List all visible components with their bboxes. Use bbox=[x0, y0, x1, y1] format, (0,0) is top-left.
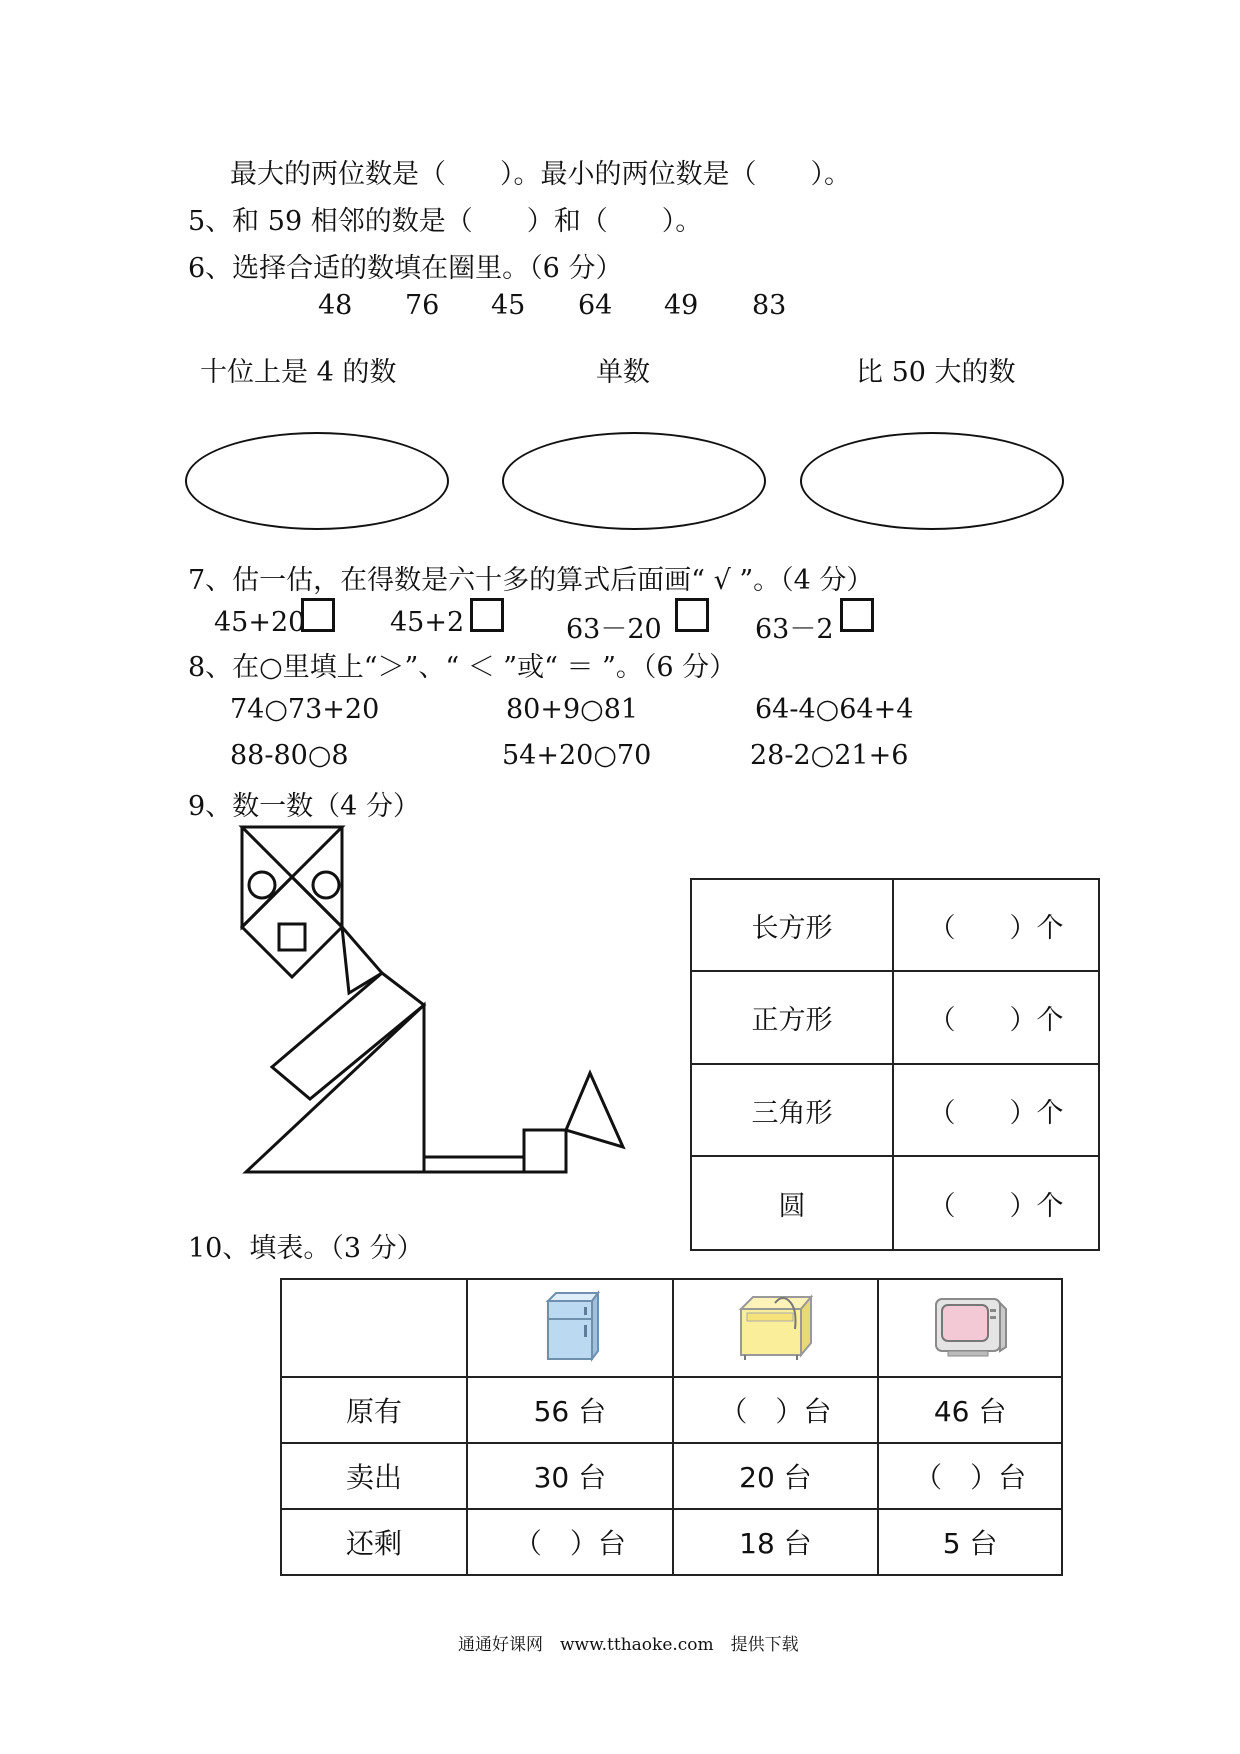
shape-name: 三角形 bbox=[691, 1064, 893, 1156]
row-label: 原有 bbox=[281, 1377, 467, 1443]
q6-category-label: 十位上是 4 的数 bbox=[200, 357, 397, 388]
eye-circle bbox=[249, 872, 275, 898]
table-cell: 56 台 bbox=[467, 1377, 673, 1443]
q6-number: 83 bbox=[752, 290, 787, 321]
question-8-title: 8、在○里填上“＞”、“ ＜ ”或“ ＝ ”。（6 分） bbox=[188, 652, 737, 683]
table-cell: 30 台 bbox=[467, 1443, 673, 1509]
q7-expression: 63－20 bbox=[566, 614, 662, 645]
q7-checkbox[interactable] bbox=[840, 598, 874, 632]
question-4-continuation: 最大的两位数是（ ）。最小的两位数是（ ）。 bbox=[230, 159, 851, 190]
q8-expression: 54+20○70 bbox=[502, 740, 652, 771]
appliance-table bbox=[280, 1278, 1063, 1576]
q6-category-label: 单数 bbox=[596, 357, 650, 388]
table-row bbox=[281, 1509, 1062, 1575]
tv-cell bbox=[878, 1279, 1062, 1377]
empty-corner-cell bbox=[281, 1279, 467, 1377]
fox-shapes-figure bbox=[230, 815, 670, 1185]
count-answer[interactable]: （ ）个 bbox=[893, 1064, 1099, 1156]
q8-expression: 80+9○81 bbox=[506, 694, 639, 725]
q6-number: 64 bbox=[578, 290, 613, 321]
count-answer[interactable]: （ ）个 bbox=[893, 879, 1099, 971]
q7-expression: 45+2 bbox=[390, 607, 465, 638]
tv-icon bbox=[930, 1289, 1010, 1361]
table-cell: 18 台 bbox=[673, 1509, 879, 1575]
q8-expression: 88-80○8 bbox=[230, 740, 349, 771]
washing-machine-cell bbox=[673, 1279, 879, 1377]
q6-number: 48 bbox=[318, 290, 353, 321]
neck-triangle bbox=[342, 927, 382, 993]
answer-cell[interactable]: （ ）台 bbox=[878, 1443, 1062, 1509]
answer-oval[interactable] bbox=[800, 432, 1064, 530]
row-label: 还剩 bbox=[281, 1509, 467, 1575]
q7-expression: 63－2 bbox=[755, 614, 834, 645]
count-answer[interactable]: （ ）个 bbox=[893, 1156, 1099, 1250]
q6-number: 45 bbox=[491, 290, 526, 321]
body-triangle bbox=[246, 1005, 424, 1172]
q7-expression: 45+20 bbox=[214, 607, 306, 638]
table-row bbox=[281, 1443, 1062, 1509]
eye-circle bbox=[313, 872, 339, 898]
q7-checkbox[interactable] bbox=[301, 598, 335, 632]
tail-square bbox=[524, 1130, 566, 1172]
q8-expression: 64-4○64+4 bbox=[755, 694, 914, 725]
tail-rectangle bbox=[424, 1157, 524, 1172]
answer-cell[interactable]: （ ）台 bbox=[467, 1509, 673, 1575]
answer-oval[interactable] bbox=[185, 432, 449, 530]
table-row bbox=[281, 1377, 1062, 1443]
nose-square bbox=[279, 924, 305, 950]
table-cell: 20 台 bbox=[673, 1443, 879, 1509]
row-label: 卖出 bbox=[281, 1443, 467, 1509]
shape-name: 圆 bbox=[691, 1156, 893, 1250]
shape-name: 正方形 bbox=[691, 971, 893, 1064]
question-9-title: 9、数一数（4 分） bbox=[188, 791, 420, 822]
table-cell: 46 台 bbox=[878, 1377, 1062, 1443]
table-row bbox=[691, 879, 1099, 971]
q7-checkbox[interactable] bbox=[470, 598, 504, 632]
shape-name: 长方形 bbox=[691, 879, 893, 971]
table-row bbox=[691, 1156, 1099, 1250]
table-cell: 5 台 bbox=[878, 1509, 1062, 1575]
tail-triangle bbox=[566, 1073, 623, 1147]
q6-number: 49 bbox=[664, 290, 699, 321]
q8-expression: 28-2○21+6 bbox=[750, 740, 909, 771]
washing-machine-icon bbox=[735, 1287, 815, 1363]
answer-cell[interactable]: （ ）台 bbox=[673, 1377, 879, 1443]
shape-count-table bbox=[690, 878, 1100, 1251]
question-6-title: 6、选择合适的数填在圈里。（6 分） bbox=[188, 253, 623, 284]
question-7-title: 7、估一估，在得数是六十多的算式后面画“ √ ”。（4 分） bbox=[188, 565, 874, 596]
table-row bbox=[691, 1064, 1099, 1156]
question-5: 5、和 59 相邻的数是（ ）和（ ）。 bbox=[188, 206, 703, 237]
count-answer[interactable]: （ ）个 bbox=[893, 971, 1099, 1064]
head-square bbox=[242, 877, 342, 977]
q6-number: 76 bbox=[405, 290, 440, 321]
table-row bbox=[691, 971, 1099, 1064]
fridge-cell bbox=[467, 1279, 673, 1377]
answer-oval[interactable] bbox=[502, 432, 766, 530]
page-footer: 通通好课网 www.tthaoke.com 提供下载 bbox=[458, 1635, 799, 1655]
q7-checkbox[interactable] bbox=[675, 598, 709, 632]
fridge-icon bbox=[540, 1287, 600, 1363]
question-10-title: 10、填表。（3 分） bbox=[188, 1233, 424, 1264]
q8-expression: 74○73+20 bbox=[230, 694, 380, 725]
table-header-row bbox=[281, 1279, 1062, 1377]
q6-category-label: 比 50 大的数 bbox=[856, 357, 1016, 388]
